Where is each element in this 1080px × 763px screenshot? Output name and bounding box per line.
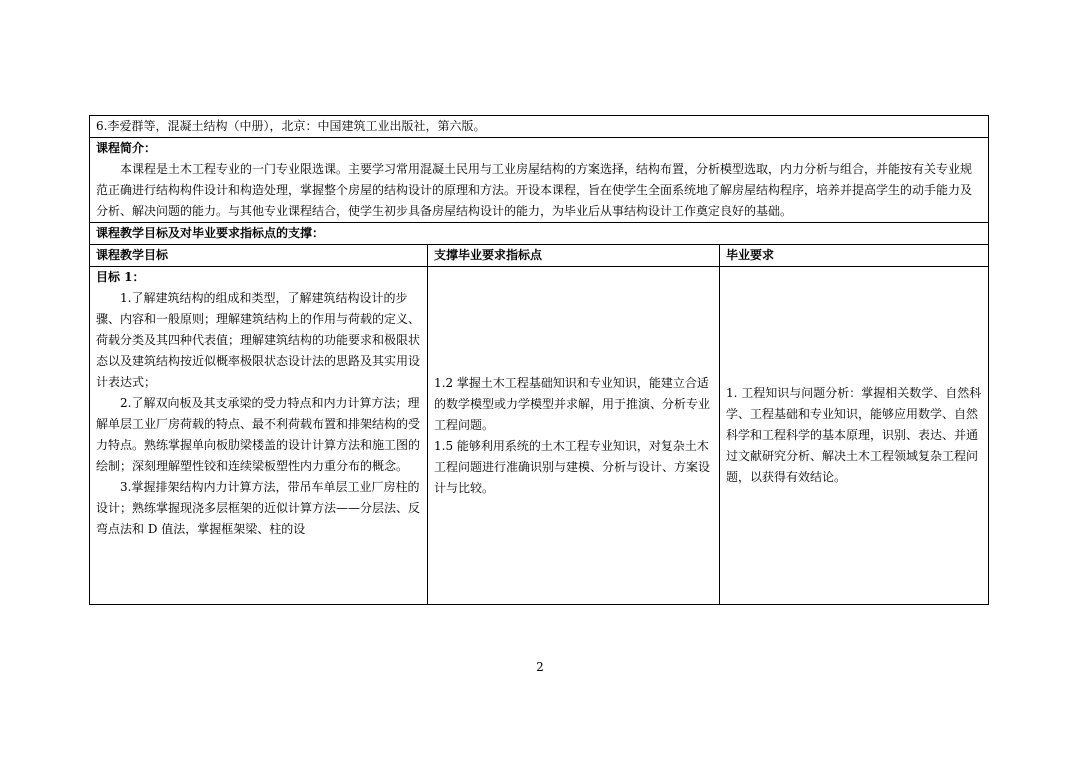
header-support-points: 支撑毕业要求指标点	[428, 245, 720, 266]
goal-item: 3.掌握排架结构内力计算方法，带吊车单层工业厂房柱的设计；熟练掌握现浇多层框架的近似计算方法——分层法、反弯点法和 D 值法，掌握框架梁、柱的设	[96, 480, 421, 536]
goal-item: 1.了解建筑结构的组成和类型，了解建筑结构设计的步骤、内容和一般原则；理解建筑结构上的作用与荷载的定义、荷载分类及其四种代表值；理解建筑结构的功能要求和极限状态以及建筑结构按近似概率极限状态设计法的思路及其实用设计表达式；	[96, 291, 421, 389]
table-row	[90, 267, 988, 604]
reference-line: 6.李爱群等，混凝土结构（中册），北京：中国建筑工业出版社，第六版。	[90, 116, 988, 138]
requirement-cell	[720, 267, 988, 604]
objectives-heading: 课程教学目标及对毕业要求指标点的支撑：	[90, 223, 988, 245]
page-number: 2	[536, 660, 544, 674]
requirement-text: 1. 工程知识与问题分析：掌握相关数学、自然科学、工程基础和专业知识，能够应用数学、自然科学和工程科学的基本原理，识别、表达、并通过文献研究分析、解决土木工程领域复杂工程问题，以获得有效结论。	[726, 386, 982, 484]
objectives-cell	[90, 267, 428, 604]
header-objectives: 课程教学目标	[90, 245, 428, 266]
header-requirement: 毕业要求	[726, 248, 775, 262]
intro-heading: 课程简介：	[96, 141, 157, 155]
support-points-cell	[428, 267, 720, 604]
support-point: 1.2 掌握土木工程基础知识和专业知识，能建立合适的数学模型或力学模型并求解，用于推演、分析专业工程问题。	[434, 375, 711, 432]
goal-item: 2.了解双向板及其支承梁的受力特点和内力计算方法；理解单层工业厂房荷载的特点、最不利荷载布置和排架结构的受力特点。熟练掌握单向板肋梁楼盖的设计计算方法和施工图的绘制；深刻理解塑性铰和连续梁板塑性内力重分布的概念。	[96, 396, 421, 473]
goal-title: 目标 1：	[96, 270, 145, 284]
support-point: 1.5 能够利用系统的土木工程专业知识，对复杂土木工程问题进行准确识别与建模、分析与设计、方案设计与比较。	[434, 438, 711, 495]
course-table	[89, 115, 989, 605]
table-header-row	[90, 245, 988, 267]
intro-section	[90, 138, 988, 223]
intro-text: 本课程是土木工程专业的一门专业限选课。主要学习常用混凝土民用与工业房屋结构的方案选择，结构布置，分析模型选取，内力分析与组合，并能按有关专业规范正确进行结构构件设计和构造处理，掌握整个房屋的结构设计的原理和方法。开设本课程，旨在使学生全面系统地了解房屋结构程序，培养并提高学生的动手能力及分析、解决问题的能力。与其他专业课程结合，使学生初步具备房屋结构设计的能力，为毕业后从事结构设计工作奠定良好的基础。	[96, 162, 973, 218]
